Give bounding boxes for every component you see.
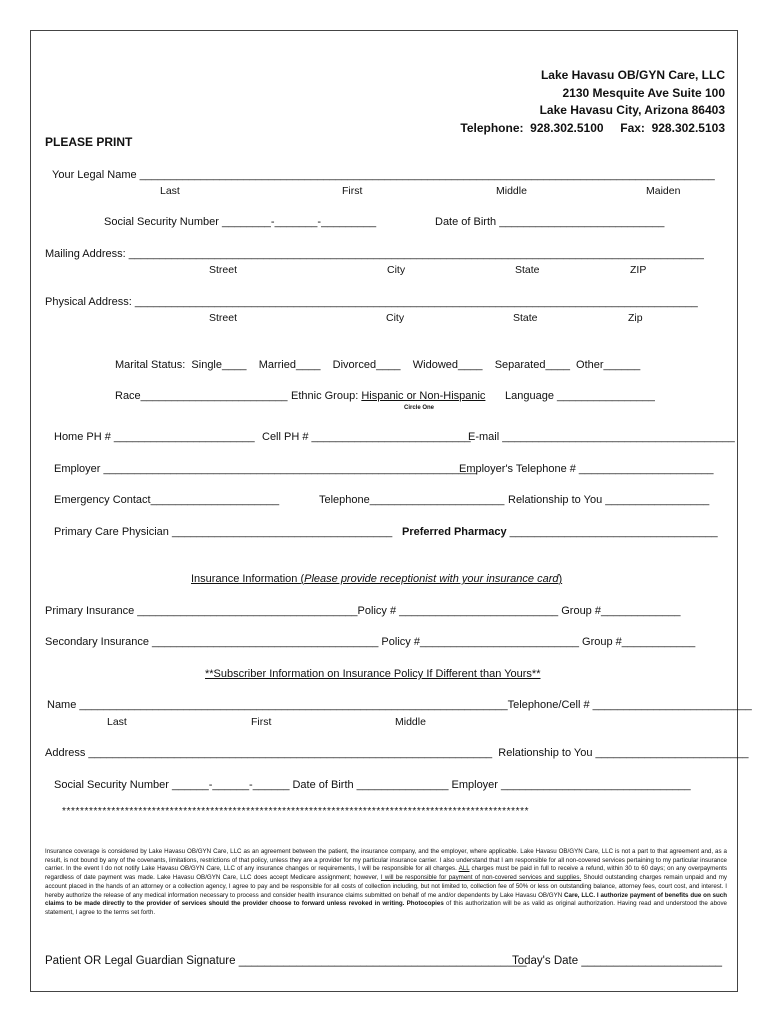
physical-street-label: Street xyxy=(209,312,238,324)
subscriber-heading: **Subscriber Information on Insurance Policy If Different than Yours** xyxy=(205,668,541,680)
pharmacy-label: Preferred Pharmacy xyxy=(402,526,507,538)
marital-status-field[interactable]: Marital Status: Single____ Married____ Divorced____ Widowed____ Separated____ Other______ xyxy=(115,359,641,371)
mailing-address-field[interactable]: Mailing Address: ______________________________________________________________________________________________ xyxy=(45,248,704,260)
legal-name-field[interactable]: Your Legal Name ______________________________________________________________________________________________ xyxy=(52,169,715,181)
practice-city: Lake Havasu City, Arizona 86403 xyxy=(539,103,725,117)
name-first-label: First xyxy=(342,185,363,197)
name-maiden-label: Maiden xyxy=(646,185,681,197)
physical-state-label: State xyxy=(513,312,538,324)
emergency-contact-field[interactable]: Emergency Contact_____________________ xyxy=(54,494,280,506)
primary-insurance-field[interactable]: Primary Insurance ____________________________________Policy # __________________________ Group #_____________ xyxy=(45,605,681,617)
mailing-city-label: City xyxy=(387,264,406,276)
race-field[interactable]: Race________________________ xyxy=(115,390,288,402)
practice-header xyxy=(460,67,725,137)
practice-name: Lake Havasu OB/GYN Care, LLC xyxy=(540,68,725,82)
pharmacy-line: __________________________________ xyxy=(509,526,718,538)
subscriber-last-label: Last xyxy=(107,716,127,728)
cell-phone-field[interactable]: Cell PH # __________________________ xyxy=(262,431,471,443)
insurance-agreement-text: Insurance coverage is considered by Lake Havasu OB/GYN Care, LLC as an agreement between the patient, the insurance company, and the employer, where applicable. Lake Havasu OB/GYN Care, LLC is not a part to that agreement and, as a result, is not bound by any of the covenants, limitations, restrictions of that policy, unless they are a provider for my particular insurance carrier. I also understand that I am responsible for all non-covered services pertaining to my particular insurance carrier. In the event I do not notify Lake Havasu OB/GYN Care, LLC of any insurance changes or requirements, I will be responsible for all charges. ALL charges must be paid in full to receive a refund, within 30 to 60 days; on any overpayments regardless of date payment was made. Lake Havasu OB/GYN Care, LLC does accept Medicare assignment; however, I will be responsible for payment of non-covered services and supplies. Should outstanding charges remain unpaid and my account placed in the hands of an attorney or a collection agency, I agree to pay and be responsible for all costs of collection including, but not limited to, collection fee of 50% or less on outstanding balance, attorney fees, court cost, and interest. I hereby authorize the release of any medical information necessary to process and consider health insurance claims submitted on behalf of me and/or dependents by Lake Havasu OB/GYN Care, LLC. I authorize payment of benefits due on such claims to be made directly to the provider of services should the provider choose to forward unless revoked in writing. Photocopies of this authorization will be as valid as original authorization. Having read and understood the above statement, I agree to the terms set forth. xyxy=(45,848,728,916)
name-middle-label: Middle xyxy=(496,185,527,197)
mailing-zip-label: ZIP xyxy=(630,264,647,276)
subscriber-name-field[interactable]: Name ______________________________________________________________________Telephone/Cell # __________________________ xyxy=(47,699,752,711)
circle-one-note: Circle One xyxy=(404,405,435,411)
physical-address-field[interactable]: Physical Address: ____________________________________________________________________________________________ xyxy=(45,296,698,308)
mailing-street-label: Street xyxy=(209,264,238,276)
mailing-state-label: State xyxy=(515,264,540,276)
ethnic-group-options[interactable]: Hispanic or Non-Hispanic xyxy=(361,390,486,402)
subscriber-first-label: First xyxy=(251,716,272,728)
please-print-heading: PLEASE PRINT xyxy=(45,135,133,149)
emergency-relationship-field[interactable]: Relationship to You _________________ xyxy=(508,494,710,506)
dob-field[interactable]: Date of Birth ___________________________ xyxy=(435,216,665,228)
employer-field[interactable]: Employer _____________________________________________________________ xyxy=(54,463,477,475)
subscriber-address-field[interactable]: Address __________________________________________________________________ Relationship to You _________________________ xyxy=(45,747,749,759)
pharmacy-field[interactable] xyxy=(402,525,718,539)
todays-date-field[interactable]: Today's Date ______________________ xyxy=(512,955,723,967)
ethnic-group-label: Ethnic Group: xyxy=(291,390,362,402)
pcp-field[interactable]: Primary Care Physician ____________________________________ xyxy=(54,526,393,538)
ssn-field[interactable]: Social Security Number ________-_______-_________ xyxy=(104,216,377,228)
ethnic-group-field[interactable] xyxy=(291,389,485,403)
physical-city-label: City xyxy=(386,312,405,324)
emergency-phone-field[interactable]: Telephone______________________ xyxy=(319,494,505,506)
physical-zip-label: Zip xyxy=(628,312,643,324)
signature-field[interactable]: Patient OR Legal Guardian Signature _____________________________________________ xyxy=(45,955,527,967)
email-field[interactable]: E-mail ______________________________________ xyxy=(468,431,735,443)
language-field[interactable]: Language ________________ xyxy=(505,390,655,402)
practice-street: 2130 Mesquite Ave Suite 100 xyxy=(562,85,725,100)
home-phone-field[interactable]: Home PH # _______________________ xyxy=(54,431,255,443)
name-last-label: Last xyxy=(160,185,180,197)
subscriber-ssn-dob-employer-field[interactable]: Social Security Number ______-______-______ Date of Birth _______________ Employer _______________________________ xyxy=(54,779,691,791)
subscriber-middle-label: Middle xyxy=(395,716,426,728)
insurance-heading: Insurance Information (Please provide receptionist with your insurance card) xyxy=(191,573,563,585)
separator-stars: ******************************************************************************************************** xyxy=(62,806,530,817)
practice-contact: Telephone: 928.302.5100 Fax: 928.302.5103 xyxy=(460,120,725,135)
employer-phone-field[interactable]: Employer's Telephone # ______________________ xyxy=(459,463,714,475)
secondary-insurance-field[interactable]: Secondary Insurance _____________________________________ Policy #__________________________ Group #____________ xyxy=(45,636,696,648)
